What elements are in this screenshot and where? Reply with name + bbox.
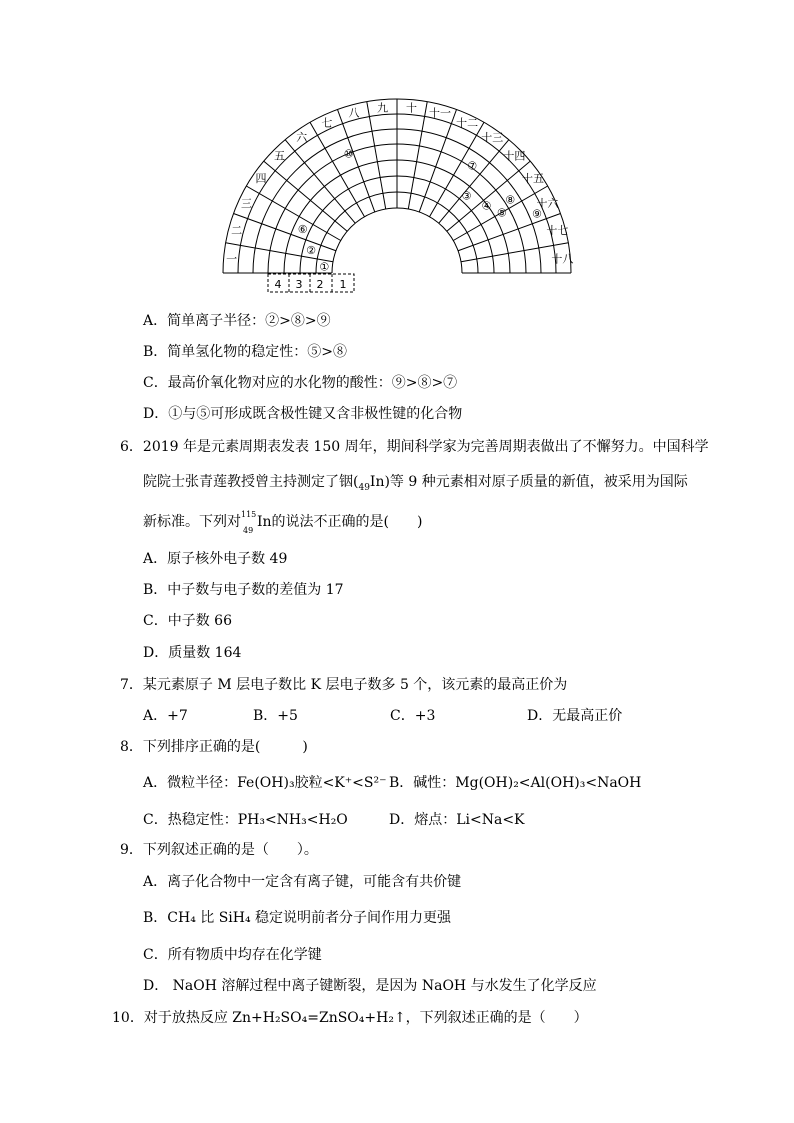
fan-group-label-18: 十八: [551, 252, 574, 266]
q6-isotope-notation: [241, 510, 257, 535]
q10-stem: 10．对于放热反应 Zn+H₂SO₄=ZnSO₄+H₂↑，下列叙述正确的是（ ）: [112, 1010, 588, 1026]
fan-radial-divider-16: [458, 213, 560, 250]
q8-option-d: D．熔点：Li<Na<K: [389, 812, 525, 828]
fan-periodic-table-figure: [0, 0, 794, 300]
fan-element-marker-5: ⑤: [496, 206, 507, 220]
fan-period-label-1: 一: [226, 252, 238, 266]
fan-element-marker-1: ①: [319, 260, 330, 274]
q6-line2-atomic-number: 49: [358, 482, 370, 493]
q6-option-a: A．原子核外电子数 49: [143, 551, 288, 567]
fan-group-label-15: 十五: [521, 171, 544, 185]
fan-group-label-14: 十四: [503, 149, 526, 163]
q9-stem: 9．下列叙述正确的是（ ）。: [120, 842, 318, 858]
fan-element-marker-10: ⑩: [343, 147, 354, 161]
fan-group-label-13: 十三: [481, 131, 504, 145]
fan-element-marker-4: ④: [481, 199, 492, 213]
q8-stem: 8．下列排序正确的是( ): [120, 739, 308, 755]
q6-stem-line2: [143, 472, 688, 498]
fan-inner-box-label-1: 1: [339, 278, 347, 291]
fan-arc-ring-0: [332, 208, 462, 273]
q6-stem-line3: [143, 510, 423, 535]
fan-period-label-7: 七: [321, 116, 333, 130]
q7-option-c: C．+3: [390, 708, 436, 724]
q6-line2-part-b: )等 9 种元素相对原子质量的新值，被采用为国际: [384, 474, 688, 490]
fan-group-label-16: 十六: [536, 196, 559, 210]
fan-element-marker-9: ⑨: [531, 207, 542, 221]
fan-element-marker-7: ⑦: [467, 159, 478, 173]
q7-option-b: B．+5: [253, 708, 298, 724]
fan-group-label-9: 九: [377, 101, 389, 115]
fan-radial-divider-1: [226, 243, 333, 262]
q9-option-b: B．CH₄ 比 SiH₄ 稳定说明前者分子间作用力更强: [143, 910, 452, 926]
q6-option-c: C．中子数 66: [143, 613, 232, 629]
q7-stem: 7．某元素原子 M 层电子数比 K 层电子数多 5 个，该元素的最高正价为: [120, 677, 568, 693]
q6-option-d: D．质量数 164: [143, 645, 242, 661]
fan-radial-divider-10: [405, 101, 427, 209]
fan-period-label-3: 三: [241, 196, 253, 210]
fan-period-label-2: 二: [231, 224, 243, 238]
fan-element-marker-8: ⑧: [505, 193, 516, 207]
fan-group-label-12: 十二: [456, 116, 479, 130]
q5-option-a: A．简单离子半径：②>⑧>⑨: [143, 313, 331, 329]
q9-option-c: C．所有物质中均存在化学键: [143, 947, 322, 963]
fan-inner-box-label-2: 2: [316, 278, 324, 291]
fan-period-label-4: 四: [255, 171, 267, 185]
q8-option-c: C．热稳定性：PH₃<NH₃<H₂O: [143, 812, 348, 828]
fan-group-label-10: 十: [405, 101, 417, 115]
q7-option-d: D．无最高正价: [527, 708, 623, 724]
q6-line2-part-a: 院院士张青莲教授曾主持测定了铟(: [143, 474, 359, 490]
q7-option-a: A．+7: [143, 708, 188, 724]
q6-line3-symbol: In: [257, 514, 272, 530]
q6-option-b: B．中子数与电子数的差值为 17: [143, 582, 344, 598]
fan-radial-divider-7: [337, 106, 374, 211]
fan-inner-box-label-4: 4: [274, 278, 282, 291]
q6-line3-part-a: 新标准。下列对: [143, 514, 241, 530]
q9-option-a: A．离子化合物中一定含有离子键，可能含有共价键: [143, 874, 462, 890]
fan-radial-divider-11: [419, 109, 456, 211]
fan-period-label-6: 六: [296, 131, 308, 145]
fan-radial-divider-8: [367, 101, 389, 209]
fan-period-label-5: 五: [274, 149, 286, 163]
q9-option-d: D． NaOH 溶解过程中离子键断裂，是因为 NaOH 与水发生了化学反应: [143, 978, 597, 994]
fan-group-label-8: 八: [348, 106, 360, 120]
fan-element-marker-2: ②: [306, 243, 316, 257]
q6-atomic-number: 49: [243, 526, 254, 535]
q5-option-c: C．最高价氧化物对应的水化物的酸性：⑨>⑧>⑦: [143, 375, 458, 391]
q6-line3-part-b: 的说法不正确的是( ): [271, 514, 423, 530]
q6-mass-number: 115: [241, 510, 257, 519]
q5-option-d: D．①与⑤可形成既含极性键又含非极性键的化合物: [143, 406, 463, 422]
q6-line2-symbol: In: [369, 474, 385, 490]
fan-group-label-17: 十七: [546, 224, 569, 238]
q8-option-b: B．碱性：Mg(OH)₂<Al(OH)₃<NaOH: [389, 775, 642, 791]
fan-radial-divider-2: [233, 213, 335, 250]
fan-inner-box-label-3: 3: [295, 278, 303, 291]
q6-stem-line1: 6．2019 年是元素周期表发表 150 周年，期间科学家为完善周期表做出了不懈努力。中国科学: [120, 439, 709, 455]
fan-group-label-11: 十一: [428, 106, 451, 120]
fan-element-marker-6: ⑥: [297, 223, 308, 237]
q8-option-a: A．微粒半径：Fe(OH)₃胶粒<K⁺<S²⁻: [143, 775, 387, 791]
fan-element-marker-3: ③: [461, 189, 472, 203]
q5-option-b: B．简单氢化物的稳定性：⑤>⑧: [143, 344, 348, 360]
